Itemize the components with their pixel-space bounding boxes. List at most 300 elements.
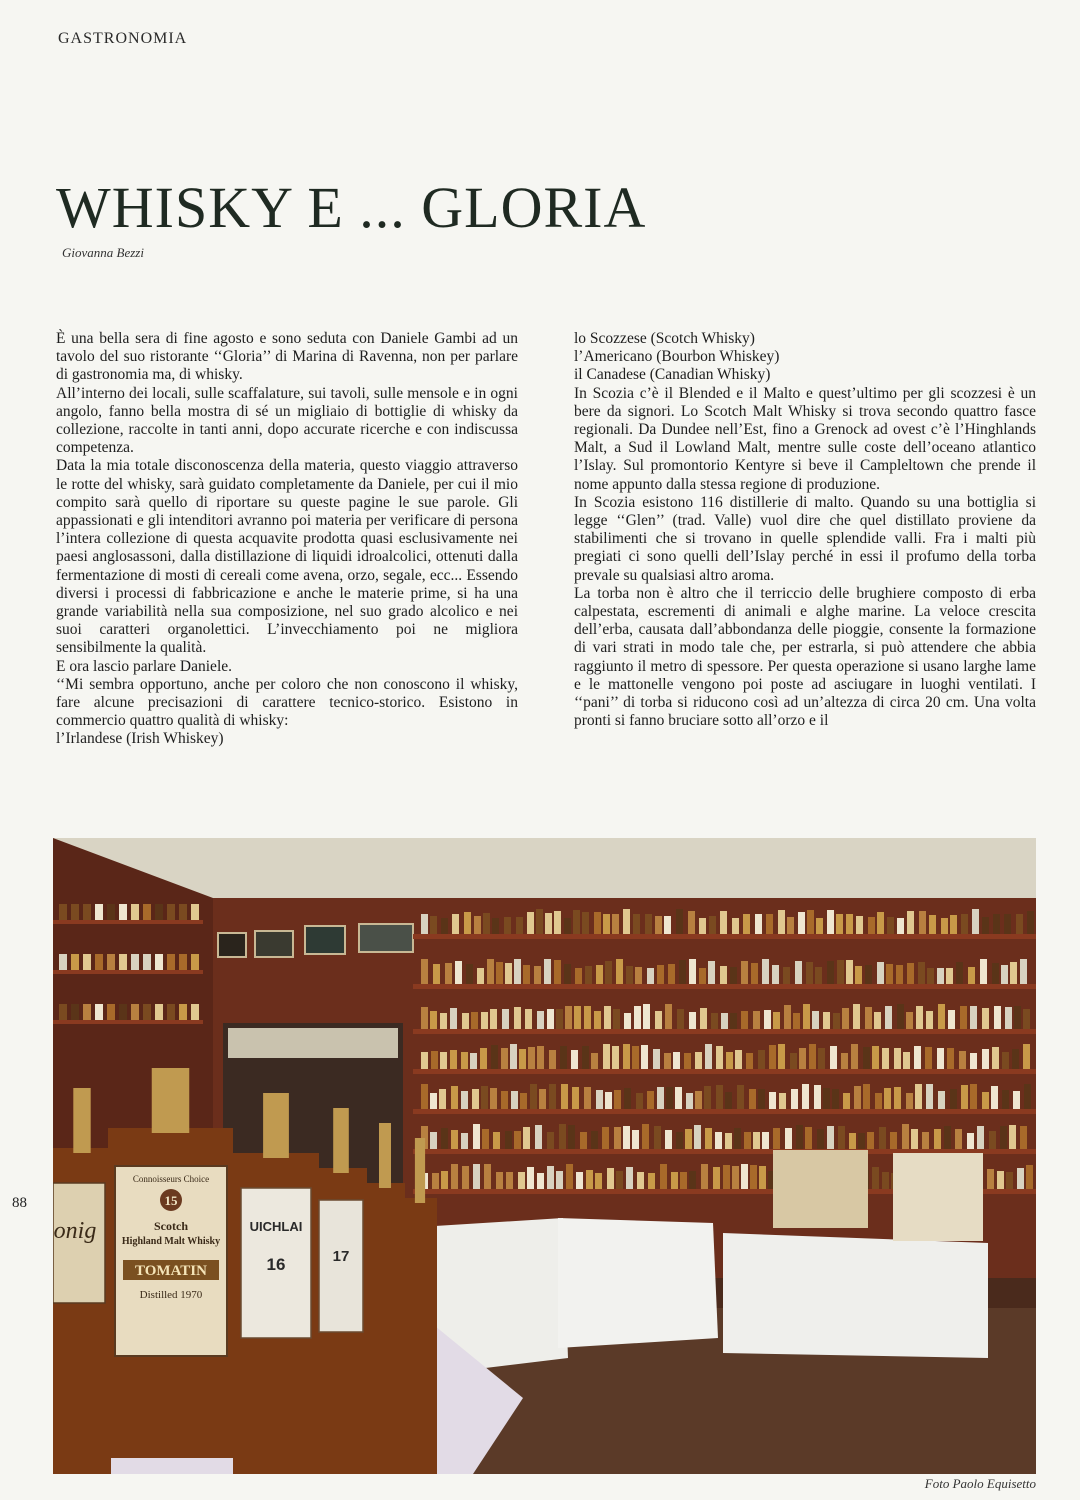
tomatin-bottle-label bbox=[115, 1166, 227, 1356]
shelf-bottle bbox=[680, 1172, 687, 1189]
shelf-bottle bbox=[1009, 1125, 1016, 1149]
shelf-bottle bbox=[595, 1173, 602, 1189]
bottle-age: 16 bbox=[266, 1255, 286, 1274]
whisky-collection-photo bbox=[53, 838, 1036, 1474]
shelf-bottle bbox=[915, 1084, 922, 1109]
shelf-bottle bbox=[778, 910, 785, 934]
shelf-bottle bbox=[539, 1089, 546, 1109]
shelf-bottle bbox=[1020, 959, 1027, 984]
shelf-bottle bbox=[430, 1093, 437, 1109]
shelf-bottle bbox=[664, 916, 671, 934]
shelf-bottle bbox=[994, 1006, 1001, 1029]
shelf-bottle bbox=[474, 916, 481, 934]
bottle-neck bbox=[333, 1108, 349, 1173]
framed-certificate bbox=[893, 1153, 983, 1241]
shelf-bottle bbox=[655, 916, 662, 934]
shelf-bottle bbox=[885, 1006, 892, 1029]
bottle-name: UICHLAI bbox=[249, 1219, 303, 1234]
shelf-bottle bbox=[523, 965, 530, 984]
paragraph: In Scozia esistono 116 distillerie di malto. Quando su una bottiglia si legge ‘‘Glen’’ (trad. Valle) vuol dire che quel distillato proviene da stabilimenti che si trovano in quelle splendide valli. Fra i malti più pregiati ci sono quelli dell’Islay perché in essi il profumo della torba prevale su qualsiasi altro aroma. bbox=[574, 493, 1036, 584]
shelf-bottle bbox=[450, 1050, 457, 1069]
shelf-bottle bbox=[997, 1171, 1004, 1189]
shelf-bottle bbox=[855, 966, 862, 984]
shelf-plank bbox=[413, 1069, 1036, 1074]
shelf-bottle bbox=[833, 1013, 840, 1029]
shelf-bottle bbox=[1006, 1172, 1013, 1189]
shelf-bottle bbox=[1001, 965, 1008, 984]
shelf-bottle bbox=[95, 904, 103, 920]
shelf-bottle bbox=[773, 1012, 780, 1029]
shelf-bottle bbox=[537, 1046, 544, 1069]
shelf-bottle bbox=[624, 1088, 631, 1109]
shelf-bottle bbox=[769, 1045, 776, 1069]
bottle-name: onig bbox=[53, 1218, 97, 1244]
shelf-bottle bbox=[894, 1087, 901, 1109]
shelf-bottle bbox=[481, 1012, 488, 1029]
shelf-bottle bbox=[960, 1006, 967, 1029]
shelf-bottle bbox=[519, 1049, 526, 1069]
shelf-bottle bbox=[705, 1128, 712, 1149]
shelf-bottle bbox=[716, 1085, 723, 1109]
shelf-bottle bbox=[451, 1164, 458, 1189]
shelf-bottle bbox=[897, 1004, 904, 1029]
shelf-bottle bbox=[982, 1092, 989, 1109]
shelf-bottle bbox=[441, 918, 448, 934]
shelf-bottle bbox=[564, 964, 571, 984]
shelf-bottle bbox=[937, 968, 944, 984]
shelf-bottle bbox=[647, 968, 654, 984]
shelf-bottle bbox=[514, 1007, 521, 1029]
shelf-bottle bbox=[720, 966, 727, 984]
photo-illustration bbox=[53, 838, 1036, 1474]
shelf-bottle bbox=[937, 1048, 944, 1069]
shelf-bottle bbox=[614, 1127, 621, 1149]
shelf-bottle bbox=[720, 911, 727, 934]
shelf-bottle bbox=[433, 964, 440, 984]
shelf-bottle bbox=[594, 912, 601, 934]
shelf-bottle bbox=[635, 967, 642, 984]
shelf-bottle bbox=[107, 904, 115, 920]
shelf-bottle bbox=[679, 960, 686, 984]
shelf-bottle bbox=[872, 1046, 879, 1069]
shelf-bottle bbox=[584, 1087, 591, 1109]
shelf-bottle bbox=[673, 1052, 680, 1069]
shelf-bottle bbox=[637, 1172, 644, 1189]
paragraph: lo Scozzese (Scotch Whisky) bbox=[574, 330, 755, 347]
shelf-bottle bbox=[535, 1125, 542, 1149]
shelf-bottle bbox=[490, 1009, 497, 1029]
shelf-bottle bbox=[520, 1093, 527, 1109]
shelf-bottle bbox=[726, 1052, 733, 1069]
shelf-bottle bbox=[554, 960, 561, 984]
shelf-bottle bbox=[623, 1126, 630, 1149]
shelf-bottle bbox=[863, 1084, 870, 1109]
shelf-bottle bbox=[131, 1004, 139, 1020]
paragraph: È una bella sera di fine agosto e sono seduta con Daniele Gambi ad un tavolo del suo ristorante ‘‘Gloria’’ di Marina di Ravenna, non per parlare di gastronomia ma, di whisky. bbox=[56, 330, 518, 384]
bottle-age: 15 bbox=[164, 1193, 178, 1208]
shelf-bottle bbox=[753, 1132, 760, 1149]
shelf-bottle bbox=[972, 909, 979, 934]
shelf-bottle bbox=[430, 1011, 437, 1029]
shelf-bottle bbox=[851, 1044, 858, 1069]
shelf-bottle bbox=[874, 1012, 881, 1029]
shelf-bottle bbox=[556, 1171, 563, 1189]
shelf-bottle bbox=[773, 1128, 780, 1149]
shelf-bottle bbox=[927, 968, 934, 984]
shelf-bottle bbox=[938, 1004, 945, 1029]
shelf-bottle bbox=[462, 1013, 469, 1029]
shelf-bottle bbox=[1024, 1084, 1031, 1109]
shelf-bottle bbox=[982, 1008, 989, 1029]
shelf-bottle bbox=[421, 1084, 428, 1109]
shelf-bottle bbox=[699, 918, 706, 934]
shelf-bottle bbox=[689, 1012, 696, 1029]
right-column bbox=[574, 330, 1036, 730]
shelf-bottle bbox=[571, 1050, 578, 1069]
shelf-bottle bbox=[843, 1093, 850, 1109]
shelf-bottle bbox=[496, 962, 503, 984]
shelf-bottle bbox=[799, 1048, 806, 1069]
shelf-bottle bbox=[989, 1131, 996, 1149]
shelf-bottle bbox=[970, 1053, 977, 1069]
shelf-bottle bbox=[842, 1008, 849, 1029]
bottle-label-text: Scotch bbox=[154, 1219, 188, 1233]
shelf-bottle bbox=[791, 1089, 798, 1109]
shelf-bottle bbox=[560, 1046, 567, 1069]
shelf-bottle bbox=[827, 910, 834, 934]
shelf-bottle bbox=[684, 1053, 691, 1069]
shelf-bottle bbox=[854, 1086, 861, 1109]
shelf-bottle bbox=[556, 1009, 563, 1029]
shelf-bottle bbox=[421, 914, 428, 934]
shelf-bottle bbox=[925, 1047, 932, 1069]
shelf-bottle bbox=[574, 1006, 581, 1029]
shelf-bottle bbox=[603, 914, 610, 934]
shelf-bottle bbox=[612, 914, 619, 934]
shelf-bottle bbox=[751, 963, 758, 984]
shelf-bottle bbox=[642, 1124, 649, 1149]
paragraph: La torba non è altro che il terriccio delle brughiere composto di erba calpestata, escrementi di animali e alghe marine. La veloce crescita dell’erba, causata dall’abbondanza delle pioggie, consente la formazione di vari strati in modo tale che, per estrarla, si può attendere che abbia raggiunto il metro di spessore. Per questa operazione si usano larghe lame e le mattonelle vengono poi poste ad asciugare in luoghi ventilati. I ‘‘pani’’ di torba si riducono così ad un’altezza di circa 20 cm. Una volta pronti si fanno bruciare sotto all’orzo e il bbox=[574, 584, 1036, 730]
shelf-bottle bbox=[886, 964, 893, 984]
shelf-bottle bbox=[654, 1126, 661, 1149]
shelf-bottle bbox=[155, 954, 163, 970]
shelf-bottle bbox=[518, 1172, 525, 1189]
shelf-bottle bbox=[815, 967, 822, 984]
shelf-bottle bbox=[547, 1166, 554, 1189]
shelf-bottle bbox=[482, 1129, 489, 1149]
shelf-bottle bbox=[510, 1044, 517, 1069]
shelf-bottle bbox=[580, 1132, 587, 1149]
shelf-bottle bbox=[461, 1052, 468, 1069]
shelf-bottle bbox=[779, 1093, 786, 1109]
shelf-bottle bbox=[665, 1130, 672, 1149]
shelf-plank bbox=[413, 984, 1036, 989]
shelf-bottle bbox=[484, 1164, 491, 1189]
shelf-plank bbox=[53, 1020, 203, 1024]
shelf-bottle bbox=[802, 1084, 809, 1109]
shelf-bottle bbox=[657, 965, 664, 984]
shelf-bottle bbox=[725, 1092, 732, 1109]
shelf-bottle bbox=[846, 914, 853, 934]
shelf-bottle bbox=[991, 1086, 998, 1109]
shelf-bottle bbox=[167, 1004, 175, 1020]
shelf-plank bbox=[53, 970, 203, 974]
shelf-bottle bbox=[836, 914, 843, 934]
shelf-bottle bbox=[896, 965, 903, 984]
paragraph: l’Irlandese (Irish Whiskey) bbox=[56, 730, 224, 748]
shelf-bottle bbox=[875, 1093, 882, 1109]
shelf-bottle bbox=[451, 1130, 458, 1149]
shelf-bottle bbox=[689, 1171, 696, 1189]
shelf-bottle bbox=[591, 1053, 598, 1069]
shelf-bottle bbox=[432, 1173, 439, 1189]
shelf-bottle bbox=[466, 964, 473, 984]
shelf-bottle bbox=[594, 1011, 601, 1029]
shelf-bottle bbox=[490, 1088, 497, 1109]
shelf-bottle bbox=[929, 915, 936, 934]
shelf-bottle bbox=[701, 1164, 708, 1189]
shelf-bottle bbox=[167, 954, 175, 970]
shelf-bottle bbox=[950, 1089, 957, 1109]
shelf-bottle bbox=[968, 967, 975, 984]
shelf-bottle bbox=[708, 961, 715, 984]
shelf-bottle bbox=[902, 1124, 909, 1149]
shelf-bottle bbox=[604, 1006, 611, 1029]
shelf-bottle bbox=[657, 1087, 664, 1109]
shelf-bottle bbox=[71, 904, 79, 920]
shelf-bottle bbox=[711, 1013, 718, 1029]
shelf-bottle bbox=[605, 961, 612, 984]
shelf-bottle bbox=[695, 1091, 702, 1109]
shelf-bottle bbox=[755, 914, 762, 934]
bottle-neck bbox=[152, 1068, 190, 1133]
shelf-bottle bbox=[668, 964, 675, 984]
shelf-bottle bbox=[721, 1013, 728, 1029]
shelf-bottle bbox=[107, 1004, 115, 1020]
shelf-bottle bbox=[705, 1044, 712, 1069]
shelf-bottle bbox=[709, 916, 716, 934]
shelf-bottle bbox=[645, 914, 652, 934]
shelf-bottle bbox=[734, 1128, 741, 1149]
shelf-bottle bbox=[191, 1004, 199, 1020]
shelf-bottle bbox=[812, 1011, 819, 1029]
shelf-bottle bbox=[807, 910, 814, 934]
shelf-bottle bbox=[769, 1092, 776, 1109]
shelf-bottle bbox=[623, 1044, 630, 1069]
shelf-bottle bbox=[421, 959, 428, 984]
shelf-bottle bbox=[119, 954, 127, 970]
shelf-bottle bbox=[167, 904, 175, 920]
shelf-bottle bbox=[806, 962, 813, 984]
shelf-bottle bbox=[1014, 1006, 1021, 1029]
shelf-bottle bbox=[131, 954, 139, 970]
shelf-bottle bbox=[863, 1047, 870, 1069]
shelf-bottle bbox=[798, 912, 805, 934]
section-label: GASTRONOMIA bbox=[58, 30, 188, 47]
shelf-bottle bbox=[816, 918, 823, 934]
bottle-year: Distilled 1970 bbox=[139, 1289, 203, 1301]
shelf-bottle bbox=[787, 917, 794, 934]
shelf-bottle bbox=[505, 1131, 512, 1149]
shelf-bottle bbox=[534, 966, 541, 984]
shelf-bottle bbox=[1012, 1049, 1019, 1069]
shelf-bottle bbox=[1000, 1126, 1007, 1149]
shelf-bottle bbox=[758, 1050, 765, 1069]
bottle-age: 17 bbox=[332, 1248, 350, 1265]
shelf-bottle bbox=[795, 961, 802, 984]
shelf-bottle bbox=[959, 1051, 966, 1069]
shelf-bottle bbox=[677, 1009, 684, 1029]
shelf-bottle bbox=[993, 914, 1000, 934]
shelf-bottle bbox=[487, 959, 494, 984]
shelf-bottle bbox=[605, 1092, 612, 1109]
shelf-bottle bbox=[623, 909, 630, 934]
shelf-bottle bbox=[741, 1164, 748, 1189]
shelf-bottle bbox=[737, 1085, 744, 1109]
shelf-bottle bbox=[685, 1129, 692, 1149]
shelf-bottle bbox=[1002, 1052, 1009, 1069]
shelf-bottle bbox=[877, 962, 884, 984]
photo-credit: Foto Paolo Equisetto bbox=[924, 1476, 1036, 1491]
shelf-bottle bbox=[907, 911, 914, 934]
shelf-bottle bbox=[71, 954, 79, 970]
bottle-neck bbox=[73, 1088, 90, 1153]
shelf-bottle bbox=[916, 1006, 923, 1029]
shelf-bottle bbox=[803, 1004, 810, 1029]
shelf-bottle bbox=[919, 911, 926, 934]
shelf-bottle bbox=[501, 1091, 508, 1109]
shelf-bottle bbox=[841, 1053, 848, 1069]
paragraph: l’Americano (Bourbon Whiskey) bbox=[574, 348, 780, 366]
shelf-bottle bbox=[749, 1089, 756, 1109]
shelf-bottle bbox=[732, 1166, 739, 1189]
shelf-bottle bbox=[961, 1085, 968, 1109]
shelf-bottle bbox=[602, 1127, 609, 1149]
shelf-bottle bbox=[511, 1091, 518, 1109]
shelf-bottle bbox=[472, 1089, 479, 1109]
shelf-bottle bbox=[827, 1126, 834, 1149]
shelf-bottle bbox=[634, 1006, 641, 1029]
shelf-bottle bbox=[496, 1172, 503, 1189]
shelf-bottle bbox=[689, 959, 696, 984]
shelf-bottle bbox=[516, 917, 523, 934]
shelf-bottle bbox=[750, 1165, 757, 1189]
shelf-bottle bbox=[643, 1004, 650, 1029]
shelf-bottle bbox=[547, 1009, 554, 1029]
shelf-bottle bbox=[537, 1011, 544, 1029]
shelf-bottle bbox=[827, 961, 834, 984]
shelf-bottle bbox=[59, 1004, 67, 1020]
shelf-bottle bbox=[941, 918, 948, 934]
shelf-bottle bbox=[956, 962, 963, 984]
shelf-bottle bbox=[741, 961, 748, 984]
paragraph: In Scozia c’è il Blended e il Malto e quest’ultimo per gli scozzesi è un bere da signori. Lo Scotch Malt Whisky si trova secondo quattro fasce regionali. Da Dundee nell’Est, fino a Grenock ad ovest c’è l’Hinghlands Malt, a Sud il Lowland Malt, mentre sulle coste dell’oceano atlantico l’Islay. Sul promontorio Kentyre si beve il Campleltown che prende il nome appunto dalla stessa regione di produzione. bbox=[574, 384, 1036, 493]
shelf-bottle bbox=[694, 1125, 701, 1149]
shelf-bottle bbox=[762, 1132, 769, 1149]
bottle-label-text: Connoisseurs Choice bbox=[132, 1174, 210, 1184]
shelf-bottle bbox=[566, 1164, 573, 1189]
shelf-bottle bbox=[83, 954, 91, 970]
shelf-bottle bbox=[564, 918, 571, 934]
shelf-bottle bbox=[1013, 1091, 1020, 1109]
shelf-bottle bbox=[653, 1049, 660, 1069]
shelf-bottle bbox=[536, 909, 543, 934]
whisky-bottle bbox=[403, 1198, 437, 1474]
shelf-bottle bbox=[1026, 1165, 1033, 1189]
shelf-bottle bbox=[477, 968, 484, 984]
shelf-bottle bbox=[868, 917, 875, 934]
shelf-bottle bbox=[783, 967, 790, 984]
shelf-bottle bbox=[483, 913, 490, 934]
shelf-bottle bbox=[1010, 962, 1017, 984]
shelf-bottle bbox=[907, 963, 914, 984]
shelf-bottle bbox=[470, 1053, 477, 1069]
shelf-bottle bbox=[59, 954, 67, 970]
shelf-bottle bbox=[944, 1126, 951, 1149]
shelf-bottle bbox=[735, 1050, 742, 1069]
shelf-bottle bbox=[1017, 1168, 1024, 1189]
shelf-bottle bbox=[823, 1088, 830, 1109]
shelf-bottle bbox=[805, 1127, 812, 1149]
shelf-bottle bbox=[1005, 1007, 1012, 1029]
shelf-bottle bbox=[450, 1008, 457, 1029]
shelf-bottle bbox=[647, 1091, 654, 1109]
bottle-neck bbox=[263, 1093, 289, 1158]
shelf-bottle bbox=[143, 954, 151, 970]
shelf-bottle bbox=[504, 917, 511, 934]
shelf-bottle bbox=[887, 917, 894, 934]
shelf-bottle bbox=[585, 966, 592, 984]
shelf-bottle bbox=[572, 1087, 579, 1109]
shelf-bottle bbox=[471, 1012, 478, 1029]
shelf-bottle bbox=[977, 1126, 984, 1149]
paragraph: Data la mia totale disconoscenza della materia, questo viaggio attraverso le rotte del whisky, sarà guidato completamente da Daniele, per cui il mio compito sarà quello di riportare su queste pagine le sue parole. Gli appassionati e gli intenditori avranno poi materia per verificare di persona l’intera collezione di questa acquavite prodotta quasi esclusivamente nei paesi anglosassoni, dalla distillazione di liquidi idroalcolici, ottenuti dalla fermentazione di mosti di cereali come avena, orzo, segale, ecc... Essendo diversi i processi di fabbricazione e anche le materie prime, si ha una grande variabilità nella sua composizione, nel suo grado alcolico e nei suoi caratteri organolettici. L’invecchiamento poi ne migliora sensibilmente la qualità. bbox=[56, 457, 518, 657]
shelf-bottle bbox=[502, 1009, 509, 1029]
shelf-bottle bbox=[143, 1004, 151, 1020]
shelf-bottle bbox=[918, 962, 925, 984]
shelf-bottle bbox=[867, 1132, 874, 1149]
shelf-bottle bbox=[155, 1004, 163, 1020]
shelf-bottle bbox=[452, 914, 459, 934]
shelf-bottle bbox=[59, 904, 67, 920]
shelf-bottle bbox=[596, 965, 603, 984]
shelf-bottle bbox=[464, 912, 471, 934]
shelf-bottle bbox=[596, 1090, 603, 1109]
shelf-bottle bbox=[744, 1132, 751, 1149]
shelf-bottle bbox=[660, 1164, 667, 1189]
shelf-bottle bbox=[83, 1004, 91, 1020]
shelf-bottle bbox=[970, 1084, 977, 1109]
shelf-bottle bbox=[461, 1091, 468, 1109]
shelf-bottle bbox=[568, 1125, 575, 1149]
shelf-bottle bbox=[83, 904, 91, 920]
shelf-bottle bbox=[1027, 911, 1034, 934]
shelf-bottle bbox=[514, 959, 521, 984]
bottle-neck bbox=[415, 1138, 425, 1203]
shelf-bottle bbox=[441, 1171, 448, 1189]
shelf-bottle bbox=[784, 1005, 791, 1029]
shelf-bottle bbox=[817, 1129, 824, 1149]
shelf-bottle bbox=[445, 963, 452, 984]
shelf-bottle bbox=[143, 904, 151, 920]
shelf-bottle bbox=[582, 1046, 589, 1069]
shelf-bottle bbox=[730, 1013, 737, 1029]
shelf-bottle bbox=[980, 959, 987, 984]
shelf-bottle bbox=[624, 1013, 631, 1029]
shelf-bottle bbox=[1020, 1126, 1027, 1149]
shelf-bottle bbox=[704, 1086, 711, 1109]
shelf-bottle bbox=[1002, 1090, 1009, 1109]
